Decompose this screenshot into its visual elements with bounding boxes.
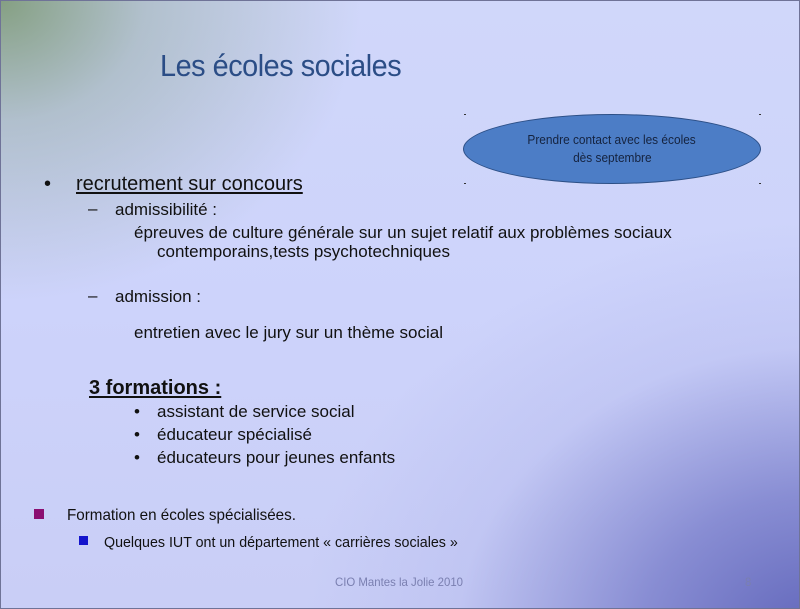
- callout-corner-mark: [759, 183, 761, 184]
- contact-callout-ellipse: [463, 114, 761, 184]
- specialized-schools-text: Formation en écoles spécialisées.: [67, 507, 296, 524]
- page-number: 8: [745, 575, 752, 589]
- formation-item: éducateur spécialisé: [157, 425, 312, 444]
- formations-heading: 3 formations :: [89, 377, 222, 399]
- formation-item: éducateurs pour jeunes enfants: [157, 448, 396, 467]
- bullet-dot: •: [44, 173, 52, 195]
- admissibility-detail-line-2: contemporains,tests psychotechniques: [157, 242, 450, 261]
- callout-corner-mark: [464, 114, 466, 115]
- admission-label: admission :: [115, 287, 201, 306]
- callout-line-2: dès septembre: [572, 151, 652, 165]
- bullet-dot: •: [134, 448, 140, 467]
- magenta-square-bullet: [34, 509, 44, 519]
- admissibility-label: admissibilité :: [115, 200, 218, 219]
- callout-corner-mark: [759, 114, 761, 115]
- slide-title: Les écoles sociales: [160, 48, 402, 83]
- bullet-dot: •: [134, 425, 140, 444]
- blue-square-bullet: [79, 536, 88, 545]
- callout-corner-mark: [464, 183, 466, 184]
- dash-marker: –: [88, 199, 98, 218]
- iut-text: Quelques IUT ont un département « carrières sociales »: [104, 534, 458, 551]
- bullet-dot: •: [134, 402, 140, 421]
- footer-center-text: CIO Mantes la Jolie 2010: [335, 575, 464, 589]
- admission-detail: entretien avec le jury sur un thème social: [134, 323, 443, 342]
- admissibility-detail-line-1: épreuves de culture générale sur un sujet relatif aux problèmes sociaux: [134, 223, 672, 242]
- dash-marker: –: [88, 286, 98, 305]
- recruitment-heading: recrutement sur concours: [76, 173, 303, 195]
- formation-item: assistant de service social: [157, 402, 355, 421]
- callout-line-1: Prendre contact avec les écoles: [527, 133, 697, 147]
